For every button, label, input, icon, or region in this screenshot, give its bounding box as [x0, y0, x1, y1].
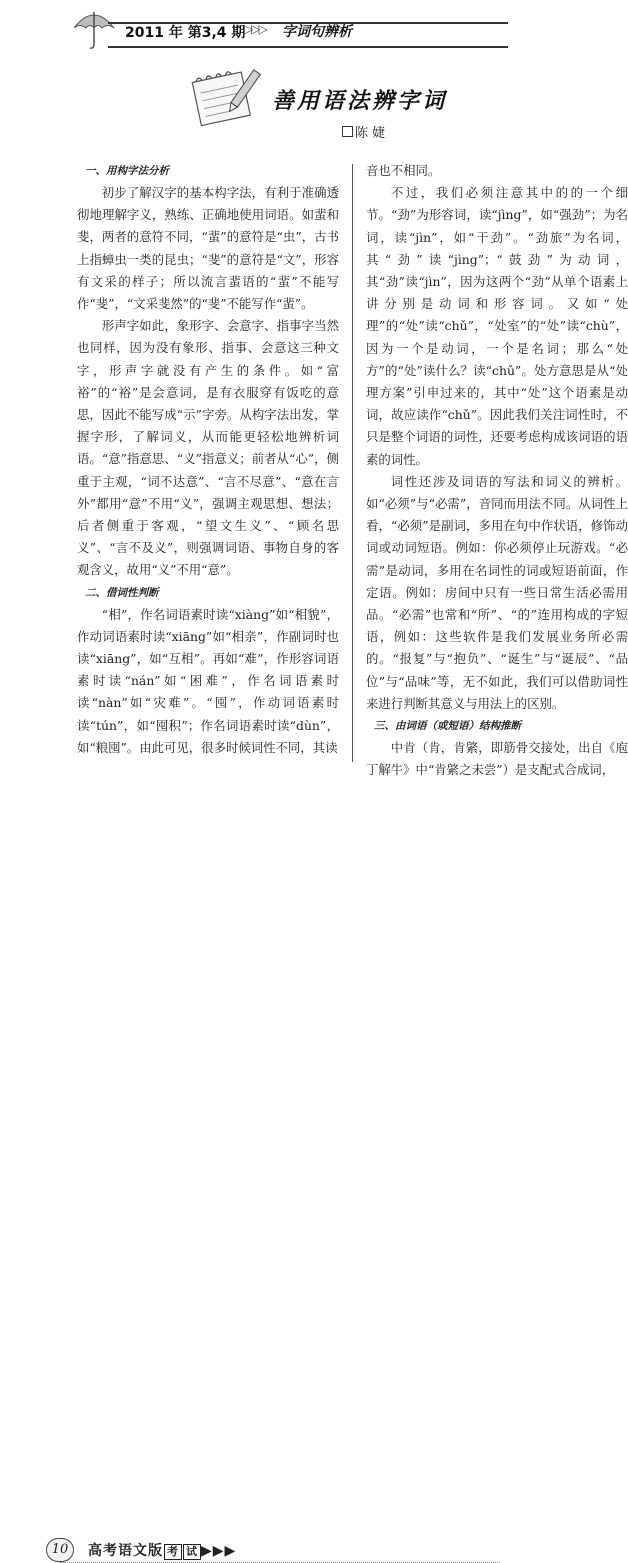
section-heading: 二、借词性判断: [85, 586, 159, 599]
body-paragraph: 初步了解汉字的基本构字法，有利于准确透彻地理解字义，熟练、正确地使用词语。如蜚和斐，两者的意符不同，“蜚”的意符是“虫”，古书上指蟑虫一类的昆虫；“斐”的意符是“文”，形容有文采的样子；所以流言蜚语的“蜚”不能写作“斐”，“文采斐然”的“斐”不能写作“蜚”。: [77, 185, 339, 312]
body-paragraph: 不过，我们必须注意其中的的一个细节。“劲”为形容词，读“jìng”，如“强劲”；为名词，读“jìn”，如“干劲”。“劲旅”为名词，其“劲”读“jìng”；“鼓劲”为动词，其“劲”读“jìn”，因为这两个“劲”从单个语素上讲分别是动词和形容词。又如“处理”的“处”读“chǔ”，“处室”的“处”读“chù”，因为一个是动词，一个是名词；那么“处方”的“处”读什么？读“chǔ”。处方意思是从“处理方案”引申过来的，其中“处”这个语素是动词，故应读作“chǔ”。因此我们关注词性时，不只是整个词语的词性，还要考虑构成该词语的语素的词性。: [366, 185, 628, 467]
body-paragraph: 形声字如此，象形字、会意字、指事字当然也同样，因为没有象形、指事、会意这三种文字，形声字就没有产生的条件。如“富裕”的“裕”是会意词，是有衣服穿有饭吃的意思，因此不能写成“示”字旁。从构字法出发，掌握字形，了解词义，从而能更轻松地辨析词语。“意”指意思、“义”指意义；前者从“心”，侧重于主观，“词不达意”、“言不尽意”、“意在言外”都用“意”不用“义”，强调主观思想、想法；后者侧重于客观，“望文生义”、“顾名思义”、“言不及义”，则强调词语、事物自身的客观含义，故用“义”不用“意”。: [77, 318, 339, 578]
section-heading: 一、用构字法分析: [85, 165, 169, 177]
article-author: [342, 122, 385, 141]
magazine-boxed-char-2: 试: [183, 1544, 201, 1560]
body-paragraph: 中肯（肯，肯綮，即筋骨交接处，出自《庖丁解牛》中“肯綮之未尝”）是支配式合成词，: [366, 740, 628, 778]
magazine-boxed-char-1: 考: [164, 1544, 182, 1560]
notepad-pencil-icon: [188, 64, 262, 130]
page-header: [0, 0, 581, 60]
body-paragraph: “相”，作名词语素时读“xiàng”如“相貌”，作动词语素时读“xiāng”如“相亲”，作副词时也读“xiāng”，如“互相”。再如“难”，作形容词语素时读“nán”如“困难”，作名词语素时读“nàn”如“灾难”。“囤”，作动词语素时读“tún”，如“囤积”；作名词语素时读“dùn”，如“粮囤”。由此可见，很多时候词性不同，其读: [77, 606, 339, 755]
footer-arrows: ▶▶▶: [201, 1543, 237, 1559]
author-name: 陈 婕: [355, 126, 386, 141]
page-number: 10: [46, 1538, 74, 1562]
magazine-title: 高考语文版: [88, 1543, 163, 1559]
column-divider: [352, 164, 353, 762]
article-title: 善用语法辨字词: [272, 89, 448, 114]
body-paragraph: 音也不相同。: [366, 163, 441, 178]
page-footer: [0, 768, 581, 1559]
body-paragraph: 词性还涉及词语的写法和词义的辨析。如“必须”与“必需”，音同而用法不同。从词性上看，“必须”是副词，多用在句中作状语，修饰动词或动词短语。例如：你必须停止玩游戏。“必需”是动词，多用在名词性的词或短语前面，作定语。例如：房间中只有一些日常生活必需用品。“必需”也常和“所”、“的”连用构成的字短语，例如：这些软件是我们发展业务所必需的。“报复”与“抱负”、“诞生”与“诞辰”、“品位”与“品味”等，无不如此，我们可以借助词性来进行判断其意义与用法上的区别。: [366, 473, 628, 711]
column-name: 字词句辨析: [282, 24, 352, 40]
right-column: [366, 160, 628, 781]
author-box-icon: [342, 126, 353, 137]
left-column: [77, 160, 339, 759]
header-arrows: ▷▷▷: [244, 22, 266, 36]
magazine-name: [88, 1540, 236, 1560]
section-heading: 三、由词语（或短语）结构推断: [374, 720, 521, 733]
issue-label: 2011 年 第3,4 期: [125, 25, 246, 41]
